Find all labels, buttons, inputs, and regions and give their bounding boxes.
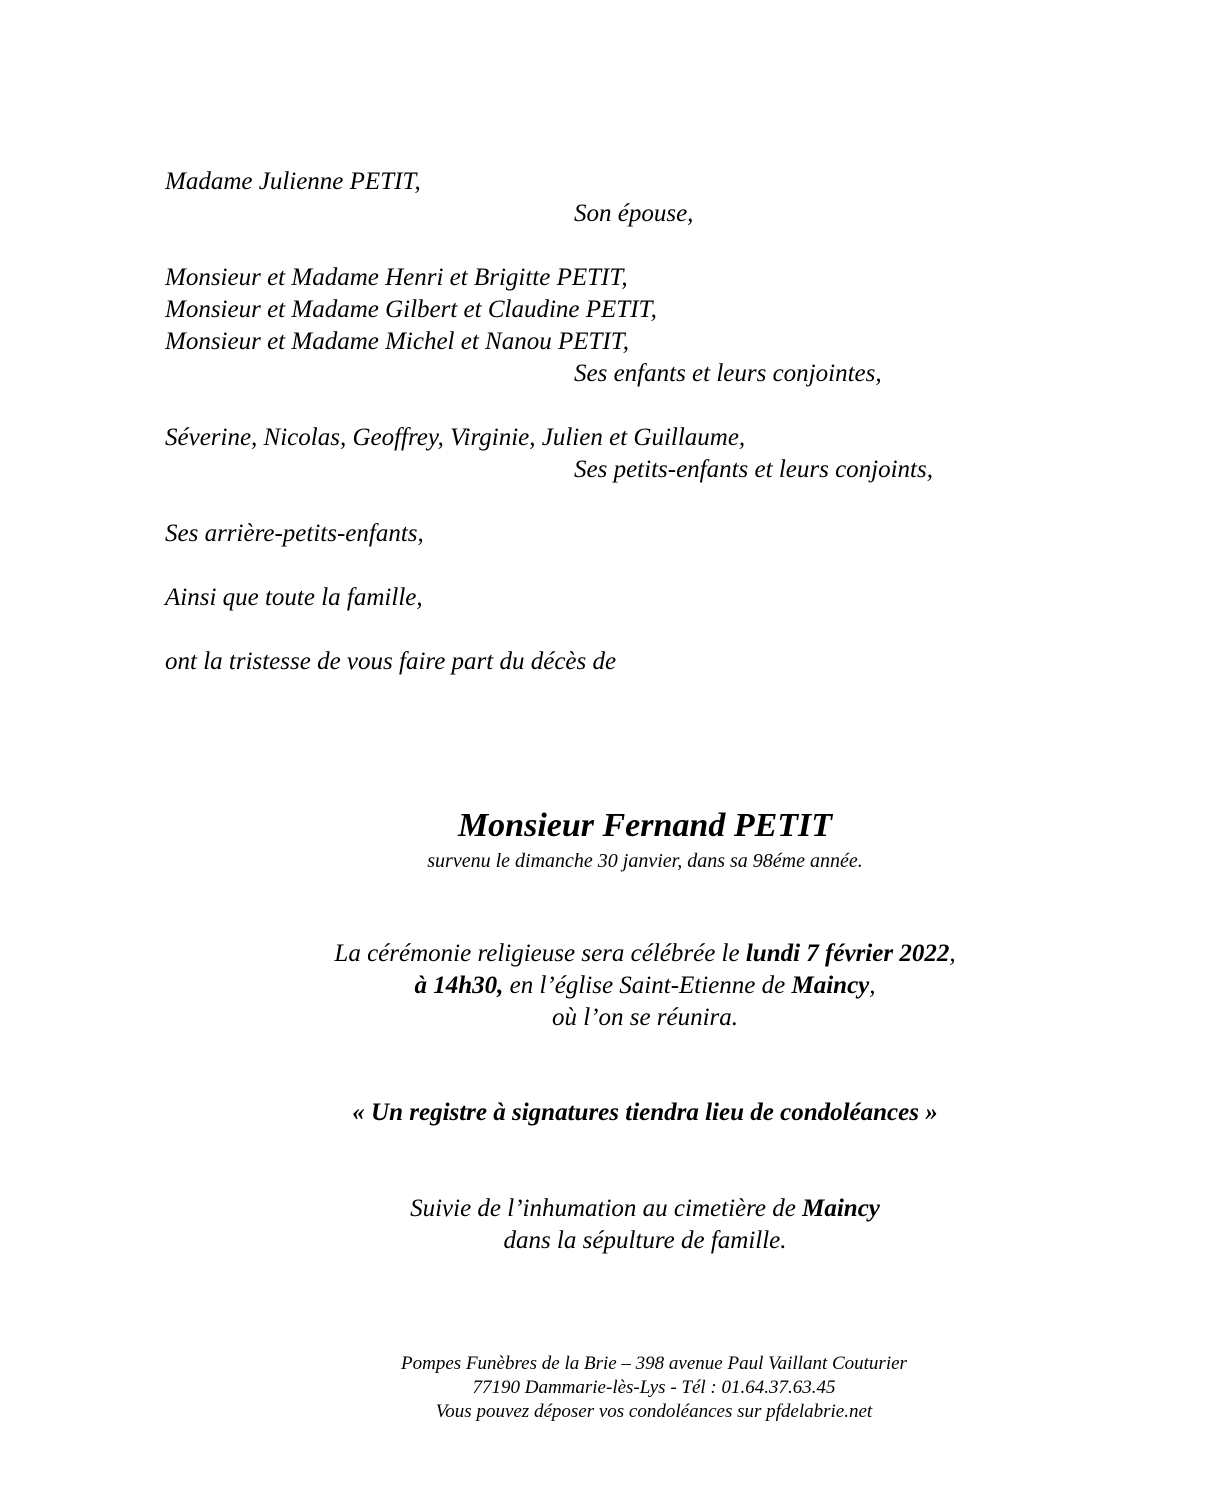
child-line: Monsieur et Madame Michel et Nanou PETIT, xyxy=(165,328,630,355)
deceased-name: Monsieur Fernand PETIT xyxy=(457,807,833,844)
burial-town: Maincy xyxy=(802,1195,880,1222)
grandchildren-names: Séverine, Nicolas, Geoffrey, Virginie, Julien et Guillaume, xyxy=(165,424,746,451)
child-line: Monsieur et Madame Henri et Brigitte PETIT, xyxy=(165,264,628,291)
ceremony-text: en l’église Saint-Etienne de xyxy=(503,972,792,999)
ceremony-date: lundi 7 février 2022 xyxy=(745,940,950,967)
burial-line-2: dans la sépulture de famille. xyxy=(503,1227,787,1254)
burial-text: Suivie de l’inhumation au cimetière de xyxy=(410,1195,803,1222)
footer-line-3: Vous pouvez déposer vos condoléances sur pfdelabrie.net xyxy=(435,1401,873,1422)
burial-line-1 xyxy=(0,1193,1214,1225)
children-role: Ses enfants et leurs conjointes, xyxy=(574,360,882,387)
deceased-details: survenu le dimanche 30 janvier, dans sa 98éme année. xyxy=(427,850,863,872)
footer-line-2: 77190 Dammarie-lès-Lys - Tél : 01.64.37.63.45 xyxy=(472,1377,836,1398)
ceremony-text: La cérémonie religieuse sera célébrée le xyxy=(334,940,746,967)
whole-family: Ainsi que toute la famille, xyxy=(165,584,423,611)
spouse-name: Madame Julienne PETIT, xyxy=(165,168,421,195)
footer-line-1: Pompes Funèbres de la Brie – 398 avenue Paul Vaillant Couturier xyxy=(401,1353,907,1374)
announcement: ont la tristesse de vous faire part du décès de xyxy=(165,648,617,675)
register-notice: « Un registre à signatures tiendra lieu de condoléances » xyxy=(352,1099,938,1126)
ceremony-punct: , xyxy=(949,940,956,967)
spouse-role: Son épouse, xyxy=(574,200,694,227)
grandchildren-role: Ses petits-enfants et leurs conjoints, xyxy=(574,456,933,483)
great-grandchildren: Ses arrière-petits-enfants, xyxy=(165,520,424,547)
ceremony-line-3: où l’on se réunira. xyxy=(551,1004,739,1031)
ceremony-time: à 14h30, xyxy=(414,972,504,999)
ceremony-line-1 xyxy=(0,938,1214,970)
ceremony-town: Maincy xyxy=(791,972,870,999)
ceremony-line-2 xyxy=(0,970,1214,1002)
ceremony-punct: , xyxy=(869,972,876,999)
child-line: Monsieur et Madame Gilbert et Claudine PETIT, xyxy=(165,296,657,323)
